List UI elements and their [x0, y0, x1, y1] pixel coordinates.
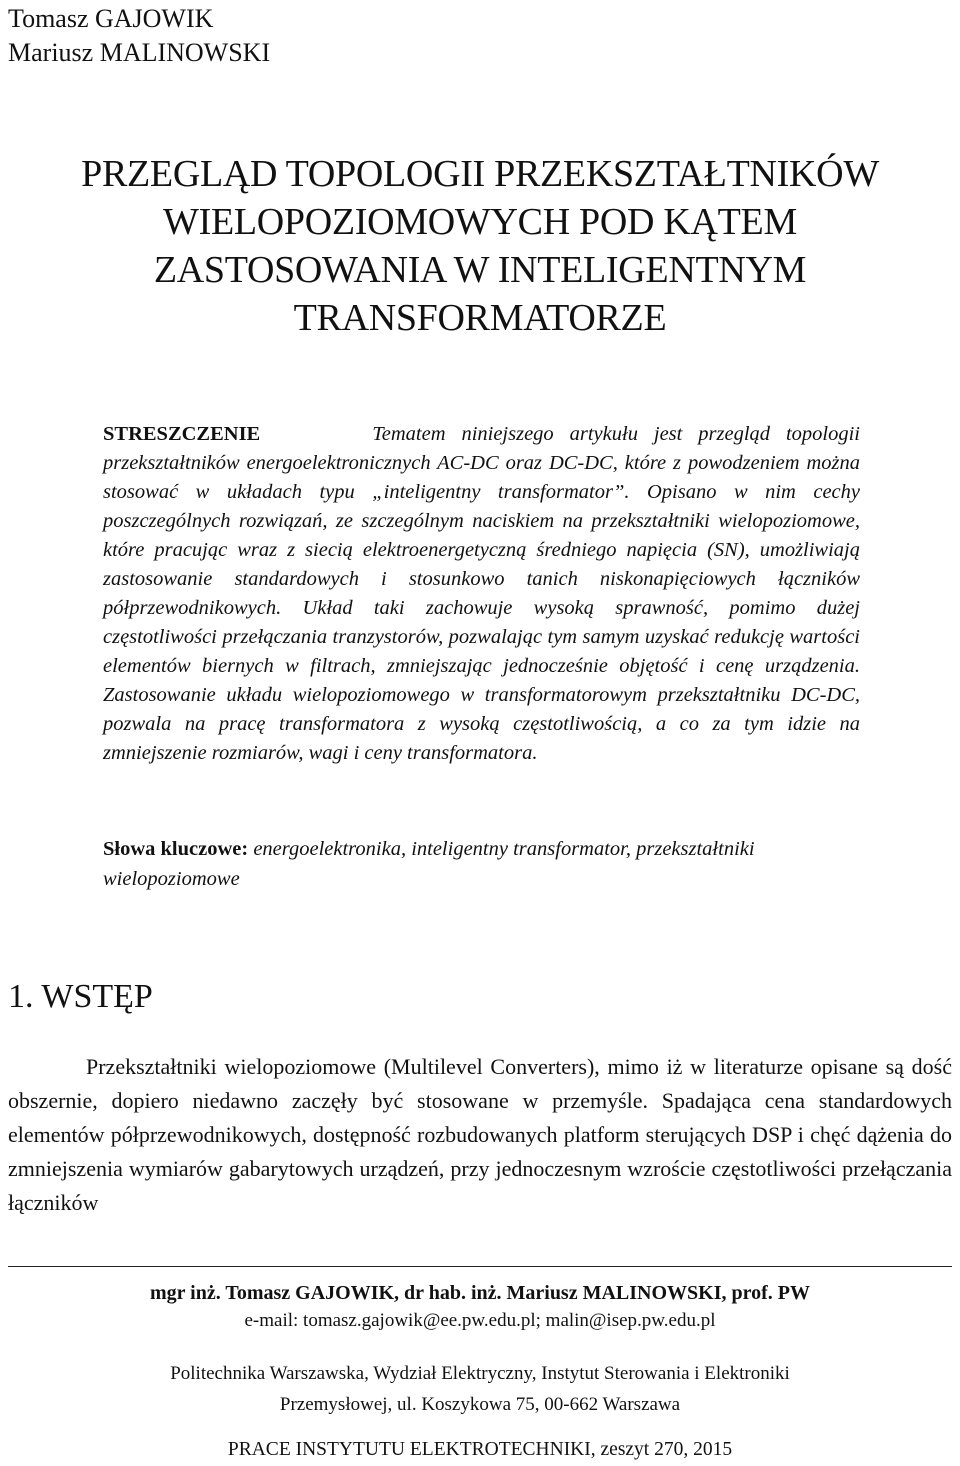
- institution-line: Politechnika Warszawska, Wydział Elektryczny, Instytut Sterowania i Elektroniki: [170, 1363, 790, 1384]
- author-name: Tomasz GAJOWIK: [8, 4, 214, 33]
- footnote-divider: [8, 1266, 952, 1267]
- author-name: Mariusz MALINOWSKI: [8, 38, 271, 67]
- paper-title: [0, 150, 960, 342]
- title-line: ZASTOSOWANIA W INTELIGENTNYM: [153, 249, 807, 291]
- title-line: PRZEGLĄD TOPOLOGII PRZEKSZTAŁTNIKÓW: [81, 153, 879, 195]
- abstract: [103, 420, 860, 768]
- abstract-text: Tematem niniejszego artykułu jest przegląd topologii przekształtników energoelektronicznych AC-DC oraz DC-DC, które z powodzeniem można stosować w układach typu „inteligentny transformator”. Opisano w nim cechy poszczególnych rozwiązań, ze szczególnym naciskiem na przekształtniki wielopoziomowe, które pracując wraz z siecią elektroenergetyczną średniego napięcia (SN), umożliwiają zastosowanie standardowych i stosunkowo tanich niskonapięciowych łączników półprzewodnikowych. Układ taki zachowuje wysoką sprawność, pomimo dużej częstotliwości przełączania tranzystorów, pozwalając tym samym uzyskać redukcję wartości elementów biernych w filtrach, zmniejszając jednocześnie objętość i cenę urządzenia. Zastosowanie układu wielopoziomowego w transformatorowym przekształtniku DC-DC, pozwala na pracę transformatora z wysoką częstotliwością, a co za tym idzie na zmniejszenie rozmiarów, wagi i ceny transformatora.: [103, 423, 860, 764]
- keywords-label: Słowa kluczowe:: [103, 838, 249, 860]
- title-line: TRANSFORMATORZE: [293, 297, 667, 339]
- institution-line: Przemysłowej, ul. Koszykowa 75, 00-662 Warszawa: [279, 1394, 681, 1415]
- keywords-text: energoelektronika, inteligentny transformator, przekształtniki wielopoziomowe: [103, 838, 755, 890]
- section-paragraph: Przekształtniki wielopoziomowe (Multilevel Converters), mimo iż w literaturze opisane są dość obszernie, dopiero niedawno zaczęły być stosowane w przemyśle. Spadająca cena standardowych elementów półprzewodnikowych, dostępność rozbudowanych platform sterujących DSP i chęć dążenia do zmniejszenia wymiarów gabarytowych urządzeń, przy jednoczesnym wzroście częstotliwości przełączania łączników: [8, 1054, 952, 1215]
- author-email: e-mail: tomasz.gajowik@ee.pw.edu.pl; malin@isep.pw.edu.pl: [244, 1310, 716, 1331]
- title-line: WIELOPOZIOMOWYCH POD KĄTEM: [163, 201, 797, 243]
- institution: [0, 1358, 960, 1420]
- author-credentials: mgr inż. Tomasz GAJOWIK, dr hab. inż. Mariusz MALINOWSKI, prof. PW: [149, 1282, 811, 1304]
- author-list: [8, 2, 270, 70]
- journal-citation: PRACE INSTYTUTU ELEKTROTECHNIKI, zeszyt 270, 2015: [227, 1439, 733, 1460]
- abstract-heading: STRESZCZENIE: [103, 423, 261, 445]
- section-heading: 1. WSTĘP: [8, 978, 153, 1015]
- author-affiliation-footer: [0, 1278, 960, 1420]
- keywords: [103, 834, 860, 894]
